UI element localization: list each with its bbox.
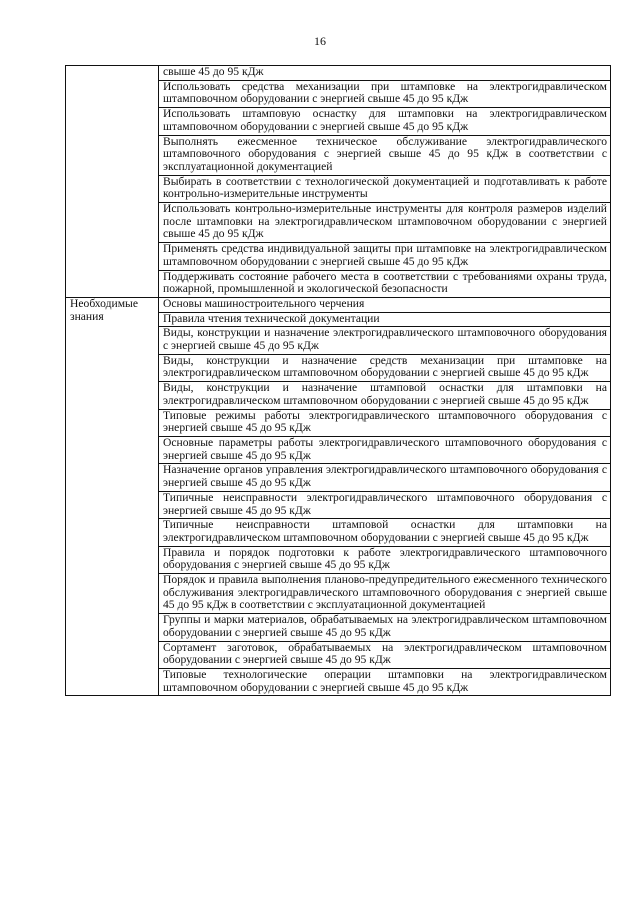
knowledge-item: Типовые режимы работы электрогидравлического штамповочного оборудования с энергией свыше 45 до 95 кДж [159, 409, 611, 436]
skills-label-cell [66, 66, 159, 298]
knowledge-label: Необходимые знания [66, 297, 159, 695]
skill-item: Выполнять ежесменное техническое обслуживание электрогидравлического штамповочного оборудования с энергией свыше 45 до 95 кДж в соответствии с эксплуатационной документацией [159, 135, 611, 175]
knowledge-item: Виды, конструкции и назначение электрогидравлического штамповочного оборудования с энергией свыше 45 до 95 кДж [159, 327, 611, 354]
skill-item: Поддерживать состояние рабочего места в соответствии с требованиями охраны труда, пожарной, промышленной и экологической безопасности [159, 270, 611, 297]
knowledge-item: Порядок и правила выполнения планово-предупредительного ежесменного технического обслуживания электрогидравлического штамповочного оборудования с энергией свыше 45 до 95 кДж в соответствии с эксплуатационной документацией [159, 574, 611, 614]
skill-item: Использовать штамповую оснастку для штамповки на электрогидравлическом штамповочном оборудовании с энергией свыше 45 до 95 кДж [159, 108, 611, 135]
skill-item: Применять средства индивидуальной защиты при штамповке на электрогидравлическом штамповочном оборудовании с энергией свыше 45 до 95 кДж [159, 243, 611, 270]
knowledge-item: Правила чтения технической документации [159, 312, 611, 327]
skill-item: Выбирать в соответствии с технологической документацией и подготавливать к работе контрольно-измерительные инструменты [159, 175, 611, 202]
knowledge-item: Основы машиностроительного черчения [159, 297, 611, 312]
skill-item: Использовать контрольно-измерительные инструменты для контроля размеров изделий после штамповки на электрогидравлическом штамповочном оборудовании с энергией свыше 45 до 95 кДж [159, 203, 611, 243]
knowledge-item: Назначение органов управления электрогидравлического штамповочного оборудования с энергией свыше 45 до 95 кДж [159, 464, 611, 491]
knowledge-item: Типичные неисправности электрогидравлического штамповочного оборудования с энергией свыше 45 до 95 кДж [159, 491, 611, 518]
knowledge-item: Правила и порядок подготовки к работе электрогидравлического штамповочного оборудования с энергией свыше 45 до 95 кДж [159, 546, 611, 573]
table-row [66, 297, 611, 312]
knowledge-item: Типовые технологические операции штамповки на электрогидравлическом штамповочном оборудовании с энергией свыше 45 до 95 кДж [159, 668, 611, 695]
knowledge-item: Виды, конструкции и назначение штамповой оснастки для штамповки на электрогидравлическом штамповочном оборудовании с энергией свыше 45 до 95 кДж [159, 382, 611, 409]
table-row [66, 66, 611, 81]
knowledge-item: Группы и марки материалов, обрабатываемых на электрогидравлическом штамповочном оборудовании с энергией свыше 45 до 95 кДж [159, 614, 611, 641]
skill-item: Использовать средства механизации при штамповке на электрогидравлическом штамповочном оборудовании с энергией свыше 45 до 95 кДж [159, 80, 611, 107]
skill-item: свыше 45 до 95 кДж [159, 66, 611, 81]
knowledge-item: Виды, конструкции и назначение средств механизации при штамповке на электрогидравлическом штамповочном оборудовании с энергией свыше 45 до 95 кДж [159, 354, 611, 381]
page-number: 16 [314, 34, 326, 48]
requirements-table [65, 65, 611, 696]
knowledge-item: Основные параметры работы электрогидравлического штамповочного оборудования с энергией свыше 45 до 95 кДж [159, 436, 611, 463]
knowledge-item: Сортамент заготовок, обрабатываемых на электрогидравлическом штамповочном оборудовании с энергией свыше 45 до 95 кДж [159, 641, 611, 668]
knowledge-item: Типичные неисправности штамповой оснастки для штамповки на электрогидравлическом штамповочном оборудовании с энергией свыше 45 до 95 кДж [159, 519, 611, 546]
